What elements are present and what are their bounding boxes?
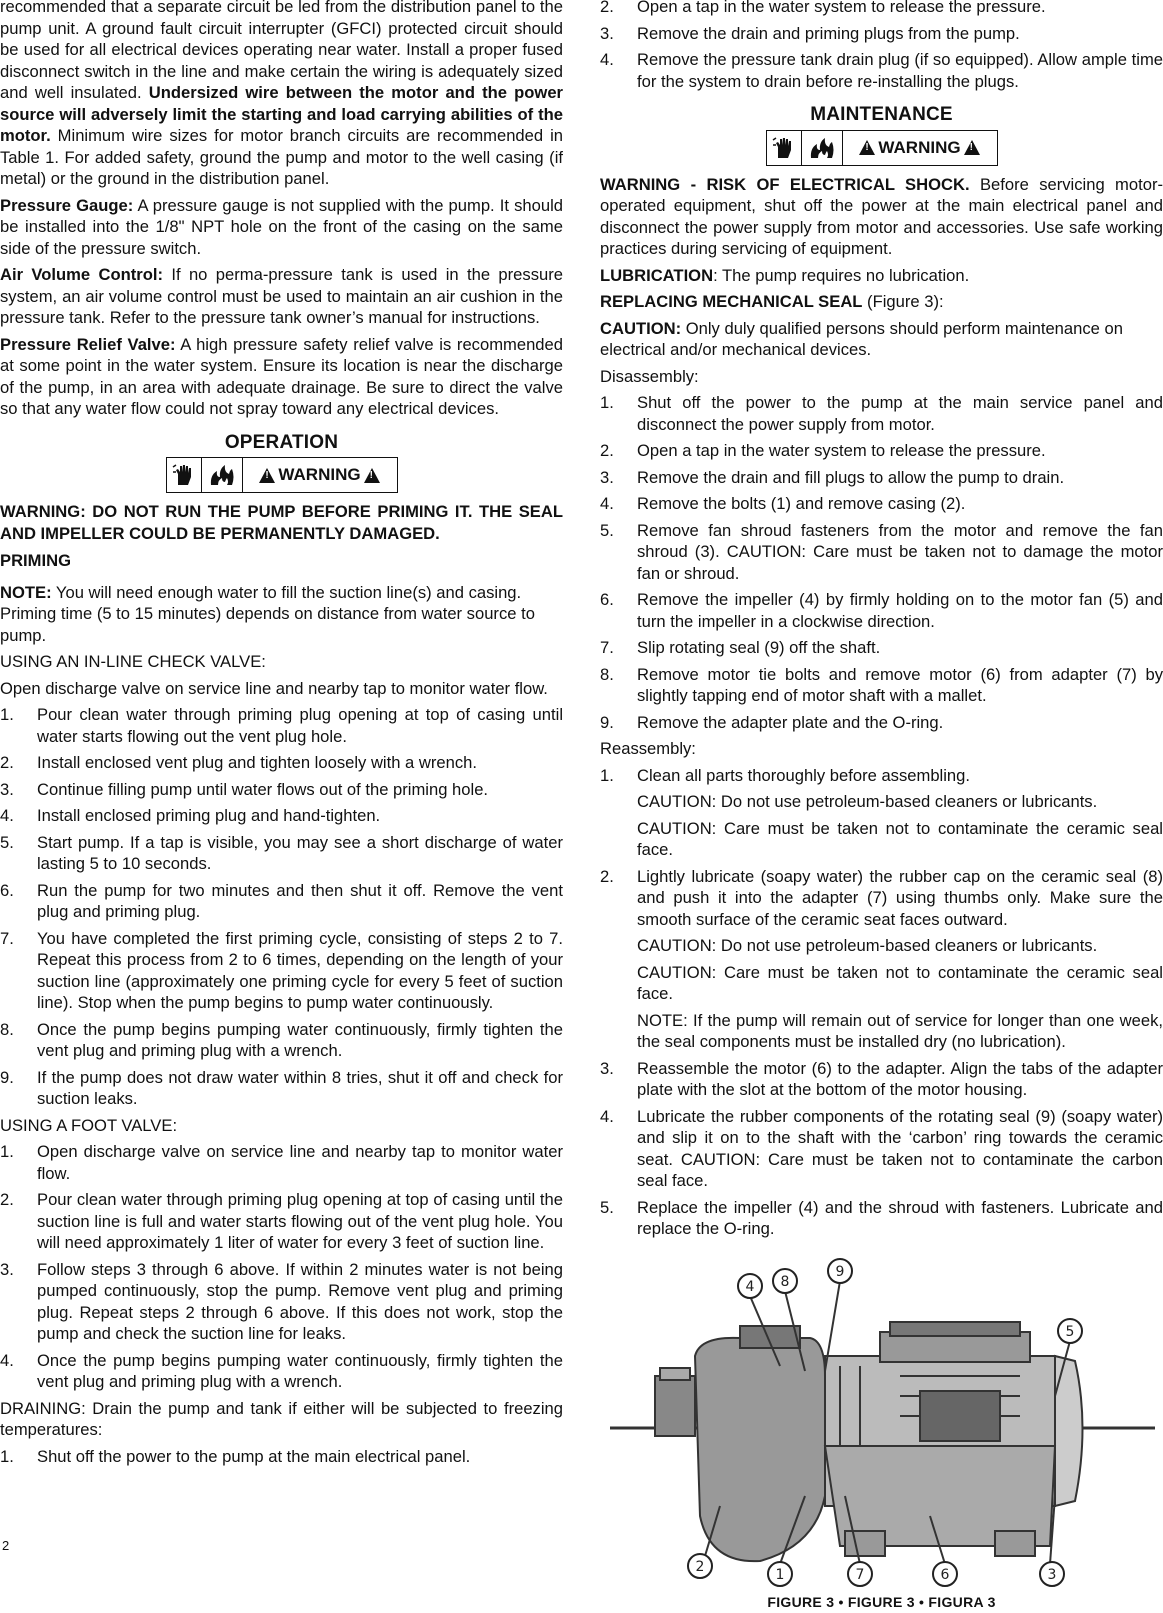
list-item [600,23,1163,45]
step-number: 3. [600,467,614,489]
step-text: Open discharge valve on service line and nearby tap to monitor water flow. [37,1142,563,1183]
step-number: 7. [0,928,14,950]
reassembly-heading: Reassembly: [600,738,1163,760]
step-text: Once the pump begins pumping water continuously, firmly tighten the vent plug and priming plug with a wrench. [37,1351,563,1392]
step-text: If the pump does not draw water within 8 tries, shut it off and check for suction leaks. [37,1068,563,1109]
pump-illustration [600,1246,1163,1592]
step-text: Continue filling pump until water flows out of the priming hole. [37,780,488,799]
callout-8: 8 [781,1274,790,1290]
list-item [0,752,563,774]
step-text: Remove the drain and priming plugs from the pump. [637,24,1020,43]
maintenance-heading: MAINTENANCE [600,104,1163,126]
figure-caption: FIGURE 3 • FIGURE 3 • FIGURA 3 [600,1592,1163,1613]
hand-hazard-icon [167,458,202,492]
list-item [600,866,1163,1053]
step-text: Remove motor tie bolts and remove motor (6) from adapter (7) by slightly tapping end of motor shaft with a mallet. [637,665,1163,706]
callout-9: 9 [836,1264,845,1280]
step-text: Remove the pressure tank drain plug (if so equipped). Allow ample time for the system to drain before re-installing the plugs. [637,50,1163,91]
step-text: Reassemble the motor (6) to the adapter. Align the tabs of the adapter plate with the slot at the bottom of the motor housing. [637,1059,1163,1100]
inline-intro: Open discharge valve on service line and nearby tap to monitor water flow. [0,678,563,700]
step-number: 6. [0,880,14,902]
step-number: 1. [600,392,614,414]
step-number: 3. [0,779,14,801]
step-text: Lightly lubricate (soapy water) the rubber cap on the ceramic seal (8) and push it into the adapter (7) using thumbs only. Make sure the smooth surface of the ceramic seat faces outward. [637,867,1163,929]
list-item [600,765,1163,861]
alert-triangle-icon: ! [964,140,980,155]
inline-check-valve-heading: USING AN IN-LINE CHECK VALVE: [0,651,563,673]
list-item [0,880,563,923]
list-item [0,1019,563,1062]
step-number: 3. [600,23,614,45]
list-item [600,664,1163,707]
step-subnote: CAUTION: Care must be taken not to contaminate the ceramic seal face. [637,818,1163,861]
list-item [600,467,1163,489]
step-number: 6. [600,589,614,611]
electrical-shock-warning: WARNING - RISK OF ELECTRICAL SHOCK. Before servicing motor-operated equipment, shut off the power at the main electrical panel and disconnect the power supply from motor and accessories. Use safe working practices during servicing of equipment. [600,174,1163,260]
warning-label: ! WARNING ! [243,458,397,492]
step-text: Remove fan shroud fasteners from the motor and remove the fan shroud (3). CAUTION: Care must be taken not to damage the motor fan or shroud. [637,521,1163,583]
list-item [0,1259,563,1345]
list-item [600,493,1163,515]
step-text: Slip rotating seal (9) off the shaft. [637,638,880,657]
foot-valve-heading: USING A FOOT VALVE: [0,1115,563,1137]
callout-1: 1 [776,1567,785,1583]
list-item [600,392,1163,435]
flame-hazard-icon [202,458,243,492]
relief-valve-paragraph: Pressure Relief Valve: A high pressure safety relief valve is recommended at some point in the water system. Ensure its location is near the discharge of the pump, in an area with adequate drainage. Be sure to direct the valve so that any water flow could not spray toward any electrical devices. [0,334,563,420]
callout-4: 4 [746,1279,755,1295]
alert-triangle-icon: ! [859,140,875,155]
list-item [0,1350,563,1393]
step-number: 4. [0,805,14,827]
step-text: Run the pump for two minutes and then shut it off. Remove the vent plug and priming plug. [37,881,563,922]
hand-hazard-icon [767,131,802,165]
air-volume-paragraph: Air Volume Control: If no perma-pressure tank is used in the pressure system, an air volume control must be used to maintain an air cushion in the pressure tank. Refer to the pressure tank owner’s manual for instructions. [0,264,563,329]
flame-hazard-icon [802,131,843,165]
step-text: Replace the impeller (4) and the shroud with fasteners. Lubricate and replace the O-ring. [637,1198,1163,1239]
step-text: Follow steps 3 through 6 above. If within 2 minutes water is not being pumped continuously, stop the pump. Remove vent plug and priming plug. Repeat steps 2 through 6 above. If this does not work, stop the pump and check the suction line for leaks. [37,1260,563,1344]
step-number: 5. [600,520,614,542]
list-item [0,704,563,747]
pressure-gauge-paragraph: Pressure Gauge: A pressure gauge is not supplied with the pump. It should be installed into the 1/8" NPT hole on the front of the casing on the same side of the pressure switch. [0,195,563,260]
list-item [0,1067,563,1110]
step-text: Remove the impeller (4) by firmly holding on to the motor fan (5) and turn the impeller in a clockwise direction. [637,590,1163,631]
step-text: You have completed the first priming cycle, consisting of steps 2 to 7. Repeat this process from 2 to 6 times, depending on the length of your suction line (approximately one priming cycle for every 5 feet of suction line). Stop when the pump begins to pump water continuously. [37,929,563,1013]
list-item [0,1141,563,1184]
callout-7: 7 [856,1567,865,1583]
step-number: 1. [0,1446,14,1468]
step-text: Start pump. If a tap is visible, you may see a short discharge of water lasting 5 to 10 seconds. [37,833,563,874]
left-column [0,0,563,1472]
step-text: Install enclosed vent plug and tighten loosely with a wrench. [37,753,477,772]
step-number: 5. [0,832,14,854]
callout-5: 5 [1066,1324,1075,1340]
reassembly-steps-list [600,765,1163,1240]
step-number: 5. [600,1197,614,1219]
operation-warning-box [166,457,398,493]
step-number: 2. [600,0,614,18]
step-subnote: CAUTION: Do not use petroleum-based cleaners or lubricants. [637,791,1163,813]
step-number: 2. [0,1189,14,1211]
list-item [0,1446,563,1468]
step-subnote: CAUTION: Do not use petroleum-based cleaners or lubricants. [637,935,1163,957]
step-number: 4. [600,49,614,71]
step-number: 1. [0,1141,14,1163]
warning-label: ! WARNING ! [843,131,997,165]
step-number: 8. [0,1019,14,1041]
step-text: Open a tap in the water system to release the pressure. [637,441,1046,460]
step-number: 2. [0,752,14,774]
callout-6: 6 [941,1567,950,1583]
foot-steps-list [0,1141,563,1393]
step-text: Remove the bolts (1) and remove casing (2). [637,494,965,513]
drain-steps-list-continued [600,0,1163,92]
list-item [0,832,563,875]
list-item [600,712,1163,734]
list-item [600,440,1163,462]
operation-warning-text: WARNING: DO NOT RUN THE PUMP BEFORE PRIMING IT. THE SEAL AND IMPELLER COULD BE PERMANENTLY DAMAGED. [0,501,563,544]
right-column [600,0,1163,1613]
list-item [600,49,1163,92]
step-text: Once the pump begins pumping water continuously, firmly tighten the vent plug and priming plug with a wrench. [37,1020,563,1061]
caution-paragraph: CAUTION: Only duly qualified persons should perform maintenance on electrical and/or mechanical devices. [600,318,1163,361]
step-number: 7. [600,637,614,659]
alert-triangle-icon: ! [364,468,380,483]
operation-heading: OPERATION [0,432,563,454]
alert-triangle-icon: ! [259,468,275,483]
inline-steps-list [0,704,563,1110]
step-text: Shut off the power to the pump at the main service panel and disconnect the power supply from motor. [637,393,1163,434]
step-number: 4. [600,493,614,515]
lubrication-paragraph: LUBRICATION: The pump requires no lubrication. [600,265,1163,287]
list-item [600,1058,1163,1101]
list-item [600,1197,1163,1240]
step-number: 2. [600,440,614,462]
drain-steps-list [0,1446,563,1468]
draining-paragraph: DRAINING: Drain the pump and tank if either will be subjected to freezing temperatures: [0,1398,563,1441]
step-text: Open a tap in the water system to release the pressure. [637,0,1046,16]
callout-2: 2 [696,1559,705,1575]
list-item [0,1189,563,1254]
disassembly-heading: Disassembly: [600,366,1163,388]
list-item [0,779,563,801]
priming-heading: PRIMING [0,550,563,572]
step-text: Pour clean water through priming plug opening at top of casing until water starts flowing out the vent plug hole. [37,705,563,746]
list-item [600,0,1163,18]
step-number: 1. [600,765,614,787]
step-text: Clean all parts thoroughly before assembling. [637,766,970,785]
list-item [0,928,563,1014]
step-number: 3. [600,1058,614,1080]
page-number: 2 [2,1538,9,1553]
step-number: 1. [0,704,14,726]
list-item [600,589,1163,632]
step-number: 4. [600,1106,614,1128]
maintenance-warning-box [766,130,998,166]
intro-paragraph: recommended that a separate circuit be led from the distribution panel to the pump unit. A ground fault circuit interrupter (GFCI) protected circuit should be used for all electrical devices operating near water. Install a proper fused disconnect switch in the line and make certain the wiring is adequately sized and well insulated. Undersized wire between the motor and the power source will adversely limit the starting and load carrying abilities of the motor. Minimum wire sizes for motor branch circuits are recommended in Table 1. For added safety, ground the pump and motor to the well casing (if metal) or the ground in the distribution panel. [0,0,563,190]
step-text: Shut off the power to the pump at the main electrical panel. [37,1447,470,1466]
step-text: Remove the adapter plate and the O-ring. [637,713,943,732]
step-text: Remove the drain and fill plugs to allow the pump to drain. [637,468,1064,487]
priming-note: NOTE: You will need enough water to fill the suction line(s) and casing. Priming time (5 to 15 minutes) depends on distance from water source to pump. [0,582,563,647]
step-number: 4. [0,1350,14,1372]
replacing-seal-heading: REPLACING MECHANICAL SEAL (Figure 3): [600,291,1163,313]
list-item [600,1106,1163,1192]
step-text: Pour clean water through priming plug opening at top of casing until the suction line is full and water starts flowing out of the vent plug hole. You will need approximately 1 liter of water for every 3 feet of suction line. [37,1190,563,1252]
undersized-wire-warning: Undersized wire between the motor and the power source will adversely limit the starting and load carrying abilities of the motor. [0,83,563,145]
list-item [600,637,1163,659]
step-text: Lubricate the rubber components of the rotating seal (9) (soapy water) and slip it on to the shaft with the ‘carbon’ ring towards the ceramic seat. CAUTION: Care must be taken not to contaminate the carbon seal face. [637,1107,1163,1191]
disassembly-steps-list [600,392,1163,733]
list-item [600,520,1163,585]
callout-3: 3 [1048,1567,1057,1583]
step-number: 8. [600,664,614,686]
step-number: 9. [0,1067,14,1089]
step-subnote: NOTE: If the pump will remain out of service for longer than one week, the seal components must be installed dry (no lubrication). [637,1010,1163,1053]
step-subnote: CAUTION: Care must be taken not to contaminate the ceramic seal face. [637,962,1163,1005]
list-item [0,805,563,827]
step-number: 3. [0,1259,14,1281]
pump-exploded-diagram [600,1246,1163,1592]
step-number: 2. [600,866,614,888]
step-text: Install enclosed priming plug and hand-tighten. [37,806,380,825]
step-number: 9. [600,712,614,734]
